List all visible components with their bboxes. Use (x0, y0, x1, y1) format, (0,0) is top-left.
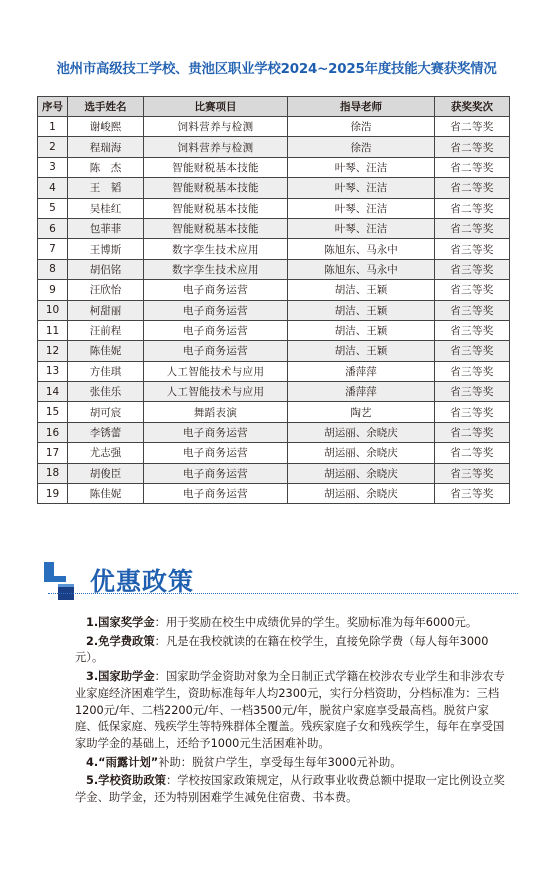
cell-name: 陈 杰 (68, 157, 144, 177)
cell-award: 省三等奖 (435, 300, 510, 320)
policy-text: ：用于奖励在校生中成绩优异的学生。奖励标准为每年6000元。 (154, 616, 478, 629)
cell-index: 7 (38, 239, 68, 259)
cell-award: 省三等奖 (435, 484, 510, 504)
cell-event: 人工智能技术与应用 (144, 382, 288, 402)
table-row (38, 137, 510, 157)
cell-index: 19 (38, 484, 68, 504)
cell-name: 陈佳妮 (68, 484, 144, 504)
cell-teacher: 徐浩 (288, 137, 435, 157)
policy-label: 1.国家奖学金 (86, 616, 155, 629)
cell-name: 方佳琪 (68, 361, 144, 381)
cell-event: 电子商务运营 (144, 320, 288, 340)
table-row (38, 157, 510, 177)
table-row (38, 239, 510, 259)
cell-teacher: 潘萍萍 (288, 382, 435, 402)
table-header-row (38, 97, 510, 117)
table-row (38, 198, 510, 218)
cell-teacher: 叶琴、汪洁 (288, 198, 435, 218)
cell-teacher: 胡运丽、余晓庆 (288, 484, 435, 504)
cell-event: 舞蹈表演 (144, 402, 288, 422)
cell-event: 智能财税基本技能 (144, 198, 288, 218)
header-teacher: 指导老师 (288, 97, 435, 117)
cell-teacher: 叶琴、汪洁 (288, 178, 435, 198)
cell-name: 程瑞海 (68, 137, 144, 157)
cell-name: 胡侣铭 (68, 259, 144, 279)
policy-item (75, 755, 505, 772)
policy-item (75, 773, 505, 806)
cell-index: 11 (38, 320, 68, 340)
cell-teacher: 徐浩 (288, 117, 435, 137)
policy-label: 4.“雨露计划” (86, 755, 159, 769)
cell-name: 陈佳妮 (68, 341, 144, 361)
cell-name: 胡可宸 (68, 402, 144, 422)
cell-award: 省二等奖 (435, 443, 510, 463)
cell-index: 2 (38, 137, 68, 157)
cell-index: 4 (38, 178, 68, 198)
cell-name: 王博斯 (68, 239, 144, 259)
cell-index: 18 (38, 463, 68, 483)
page-title: 池州市高级技工学校、贵池区职业学校2024~2025年度技能大赛获奖情况 (56, 62, 497, 77)
cell-index: 13 (38, 361, 68, 381)
awards-table (37, 96, 510, 504)
policy-text: 补助：脱贫户学生，享受每生每年3000元补助。 (158, 755, 402, 769)
cell-award: 省二等奖 (435, 137, 510, 157)
cell-teacher: 胡洁、王颖 (288, 320, 435, 340)
cell-index: 9 (38, 280, 68, 300)
cell-event: 电子商务运营 (144, 463, 288, 483)
cell-name: 王 韬 (68, 178, 144, 198)
cell-teacher: 胡洁、王颖 (288, 280, 435, 300)
cell-name: 李锈蕾 (68, 422, 144, 442)
cell-event: 电子商务运营 (144, 484, 288, 504)
cell-name: 柯甜丽 (68, 300, 144, 320)
cell-award: 省二等奖 (435, 218, 510, 238)
cell-name: 尤志强 (68, 443, 144, 463)
policy-text: ：国家助学金资助对象为全日制正式学籍在校涉农专业学生和非涉农专业家庭经济困难学生，资助标准每年人均2300元，实行分档资助，分档标准为：三档1200元/年、二档2200元/年、一档3500元/年，脱贫户家庭享受最高档。脱贫户家庭、低保家庭、残疾学生等特殊群体全覆盖。残疾家庭子女和残疾学生，每年在享受国家助学金的基础上，还给予1000元生活困难补助。 (75, 670, 505, 750)
table-row (38, 443, 510, 463)
cell-event: 智能财税基本技能 (144, 157, 288, 177)
header-index: 序号 (38, 97, 68, 117)
cell-name: 汪前程 (68, 320, 144, 340)
cell-index: 3 (38, 157, 68, 177)
policy-label: 2.免学费政策 (86, 634, 155, 648)
cell-event: 数字孪生技术应用 (144, 259, 288, 279)
cell-award: 省二等奖 (435, 198, 510, 218)
cell-teacher: 叶琴、汪洁 (288, 157, 435, 177)
cell-event: 电子商务运营 (144, 341, 288, 361)
cell-award: 省二等奖 (435, 117, 510, 137)
cell-index: 16 (38, 422, 68, 442)
header-event: 比赛项目 (144, 97, 288, 117)
policy-label: 5.学校资助政策 (86, 774, 166, 788)
cell-teacher: 叶琴、汪洁 (288, 218, 435, 238)
table-row (38, 280, 510, 300)
cell-award: 省三等奖 (435, 463, 510, 483)
cell-event: 电子商务运营 (144, 280, 288, 300)
table-row (38, 178, 510, 198)
section-marker-icon (40, 562, 84, 602)
cell-event: 智能财税基本技能 (144, 178, 288, 198)
table-row (38, 117, 510, 137)
cell-event: 电子商务运营 (144, 300, 288, 320)
cell-event: 电子商务运营 (144, 422, 288, 442)
section-divider (48, 593, 518, 594)
cell-name: 张佳乐 (68, 382, 144, 402)
policy-item (75, 615, 505, 632)
cell-event: 饲料营养与检测 (144, 137, 288, 157)
cell-index: 6 (38, 218, 68, 238)
cell-award: 省三等奖 (435, 382, 510, 402)
table-row (38, 300, 510, 320)
cell-award: 省三等奖 (435, 259, 510, 279)
section-heading: 优惠政策 (90, 567, 195, 596)
policy-label: 3.国家助学金 (86, 670, 155, 684)
policy-item (75, 669, 505, 753)
policy-text: ：学校按国家政策规定，从行政事业收费总额中提取一定比例设立奖学金、助学金，还为特别困难学生减免住宿费、书本费。 (75, 774, 505, 805)
cell-index: 12 (38, 341, 68, 361)
cell-teacher: 陈旭东、马永中 (288, 259, 435, 279)
table-row (38, 382, 510, 402)
cell-award: 省三等奖 (435, 402, 510, 422)
table-row (38, 484, 510, 504)
cell-index: 5 (38, 198, 68, 218)
cell-index: 10 (38, 300, 68, 320)
policy-list (75, 615, 505, 809)
cell-teacher: 胡洁、王颖 (288, 300, 435, 320)
cell-award: 省三等奖 (435, 361, 510, 381)
table-row (38, 259, 510, 279)
table-row (38, 422, 510, 442)
cell-teacher: 胡洁、王颖 (288, 341, 435, 361)
cell-index: 15 (38, 402, 68, 422)
cell-teacher: 胡运丽、余晓庆 (288, 443, 435, 463)
cell-event: 电子商务运营 (144, 443, 288, 463)
cell-event: 智能财税基本技能 (144, 218, 288, 238)
table-row (38, 361, 510, 381)
cell-index: 8 (38, 259, 68, 279)
policy-item (75, 634, 505, 667)
cell-index: 17 (38, 443, 68, 463)
table-row (38, 463, 510, 483)
cell-event: 人工智能技术与应用 (144, 361, 288, 381)
cell-award: 省二等奖 (435, 157, 510, 177)
cell-index: 14 (38, 382, 68, 402)
cell-award: 省三等奖 (435, 341, 510, 361)
cell-event: 数字孪生技术应用 (144, 239, 288, 259)
policy-text: ：凡是在我校就读的在籍在校学生，直接免除学费（每人每年3000元）。 (75, 634, 489, 665)
cell-teacher: 潘萍萍 (288, 361, 435, 381)
header-name: 选手姓名 (68, 97, 144, 117)
table-row (38, 402, 510, 422)
cell-name: 吴桂红 (68, 198, 144, 218)
cell-award: 省二等奖 (435, 422, 510, 442)
cell-name: 汪欣怡 (68, 280, 144, 300)
table-row (38, 341, 510, 361)
table-row (38, 320, 510, 340)
cell-award: 省三等奖 (435, 239, 510, 259)
cell-index: 1 (38, 117, 68, 137)
cell-award: 省二等奖 (435, 178, 510, 198)
table-row (38, 218, 510, 238)
cell-teacher: 胡运丽、余晓庆 (288, 422, 435, 442)
cell-award: 省三等奖 (435, 320, 510, 340)
cell-teacher: 胡运丽、余晓庆 (288, 463, 435, 483)
cell-name: 谢峻熙 (68, 117, 144, 137)
cell-award: 省三等奖 (435, 280, 510, 300)
cell-event: 饲料营养与检测 (144, 117, 288, 137)
cell-teacher: 陶艺 (288, 402, 435, 422)
cell-name: 包菲菲 (68, 218, 144, 238)
cell-name: 胡俊臣 (68, 463, 144, 483)
cell-teacher: 陈旭东、马永中 (288, 239, 435, 259)
header-award: 获奖奖次 (435, 97, 510, 117)
